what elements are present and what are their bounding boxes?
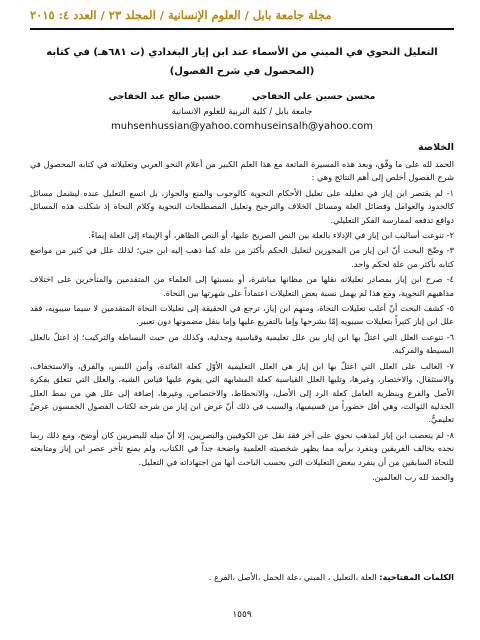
- abstract-paragraph: ٦- تنوعت العلل التي اعتلّ بها ابن إياز بين علل تعليمية وقياسية وجدلية، وكذلك من حيث البساطة والتركيب؛ إذ اعتلّ بالعلل البسيطة والمركبة.: [30, 331, 454, 356]
- paper-page: [30, 0, 454, 640]
- abstract-paragraph: ٣- وضّحَ البحث أنّ ابن إياز من المجوزين لتعليل الحكم بأكثر من علة كما ذهب إليه ابن جني؛ لذلك علل في كثير من مواضع كتابه بأكثر من علة لحكم واحد.: [30, 245, 454, 269]
- abstract-paragraph: ٥- كشف البحث أنّ أغلب تعليلات النحاة، ومنهم ابن إياز، ترجع في الحقيقة إلى تعليلات النحاة المتقدمين لا سيما سيبويه، فقد علل ابن إياز كثيراً بتعليلات سيبويه إمّا بشرحها وإما بالتفريع عليها وإما بنقل مضمونها دون تعبير.: [30, 303, 454, 327]
- closing-line: والحمد لله رب العالمين.: [372, 471, 454, 482]
- author-name: حسين صالح عبد الخفاجي: [108, 92, 221, 102]
- abstract-body: [30, 158, 454, 486]
- paper-title: التعليل النحوي في المبني من الأسماء عند ابن إياز البغدادي (ت ٦٨١هـ) في كتابه: [46, 47, 438, 58]
- keywords-label: الكلمات المفتاحية:: [379, 572, 454, 582]
- affiliation: جامعة بابل / كلية التربية للعلوم الانسانية: [171, 107, 313, 117]
- abstract-paragraph: ٨- لم يتعصب ابن إياز لمذهب نحوي على آخر فقد نقل عن الكوفيين والبصريين، إلا أنّ ميله للبصريين كان أوضح، ومع ذلك ربما نجده يخالف الفريقين وينفرد برأيه مما يظهر شخصيته العلمية واضحة جداً في الكتاب، ولم يمنع تأخر عصر ابن إياز ومتابعته للنحاة السابقين من أن ينفرد ببعض التعليلات التي بحسب الباحث أنها من اجتهاداته في التعليل.: [30, 429, 454, 467]
- abstract-paragraph: ٢- تنوعت أساليب ابن إياز في الإدلاء بالعلة بين النص الصريح عليها، أو النص الظاهر، أو الإيماء إلى العلة إيماءً.: [88, 230, 454, 241]
- abstract-paragraph: ١- لم يقتصر ابن إياز في تعليله على تعليل الأحكام النحوية كالوجوب والمنع والجواز، بل اتسع التعليل عنده ليشمل مسائل كالحدود والعوامل وفضائل العلة ومسائل الخلاف والترجيح وتعليل المصطلحات النحوية وكلام النحاة إذ شكلت هذه المسائل دوافع تدفعه لممارسة الفكر التعليلي.: [30, 187, 454, 225]
- abstract-paragraph: ٧- الغالب على العلل التي اعتلّ بها ابن إياز هي العلل التعليمية الأوّل كعلة الفائدة، وأمن اللبس، والفرق، والاستخفاف، والاستثقال، والاختصار، وغيرها، وتليها العلل القياسية كعلة المشابهة التي يقوم عليها قياس الشبه، والعلل التي تتعلق بفكرة الأصل والفرع وبنظرية العامل كعلة الرد إلى الأصل، والانحطاط، والاختصاص، وغيرها، إضافة إلى علل هي من نمط العلل الجدلية الثوالث، وهي أقل حضوراً من قسيميها، والسبب في ذلك أنّ غرض ابن إياز من شرحه لكتاب الفصول الخمسون عرضٌ تعليميٌّ.: [30, 360, 454, 425]
- authors-line: [30, 92, 454, 102]
- author-name: محسن حسين علي الخفاجي: [251, 92, 376, 102]
- abstract-paragraph: ٤- صرح ابن إياز بمصادر تعليلاته نقلها من مظانها مباشرة، أو بنسبتها إلى العلماء من المتقدمين والمتأخرين على اختلاف مذاهبهم النحوية، ومع هذا لم يهمل نسبة بعض التعليلات اعتماداً على شهرتها بين النحاة.: [30, 274, 454, 298]
- keywords-text: العلة ،التعليل ، المبني ،علة الحمل ،الأصل ،الفرع .: [208, 572, 377, 582]
- page-number: ١٥٥٩: [232, 610, 252, 620]
- header-divider: [30, 28, 454, 30]
- paper-subtitle: (المحصول في شرح الفصول): [169, 66, 315, 77]
- abstract-heading: الخلاصة: [418, 142, 454, 153]
- journal-header: مجلة جامعة بابل / العلوم الإنسانية / المجلد ٢٣ / العدد ٤: ٢٠١٥: [30, 8, 332, 22]
- abstract-paragraph: الحمد لله على ما وفّق، وبعد هذه المسيرة الماتعة مع هذا العلم الكبير من أعلام النحو العربي وتعليلاته في كتابه المحصول في شرح الفصول أخلص إلى أهم النتائج وهي :: [30, 159, 454, 183]
- keywords-line: [30, 572, 454, 582]
- author-emails[interactable]: muhsenhussian@yahoo.comhuseinsalh@yahoo.com: [110, 121, 374, 132]
